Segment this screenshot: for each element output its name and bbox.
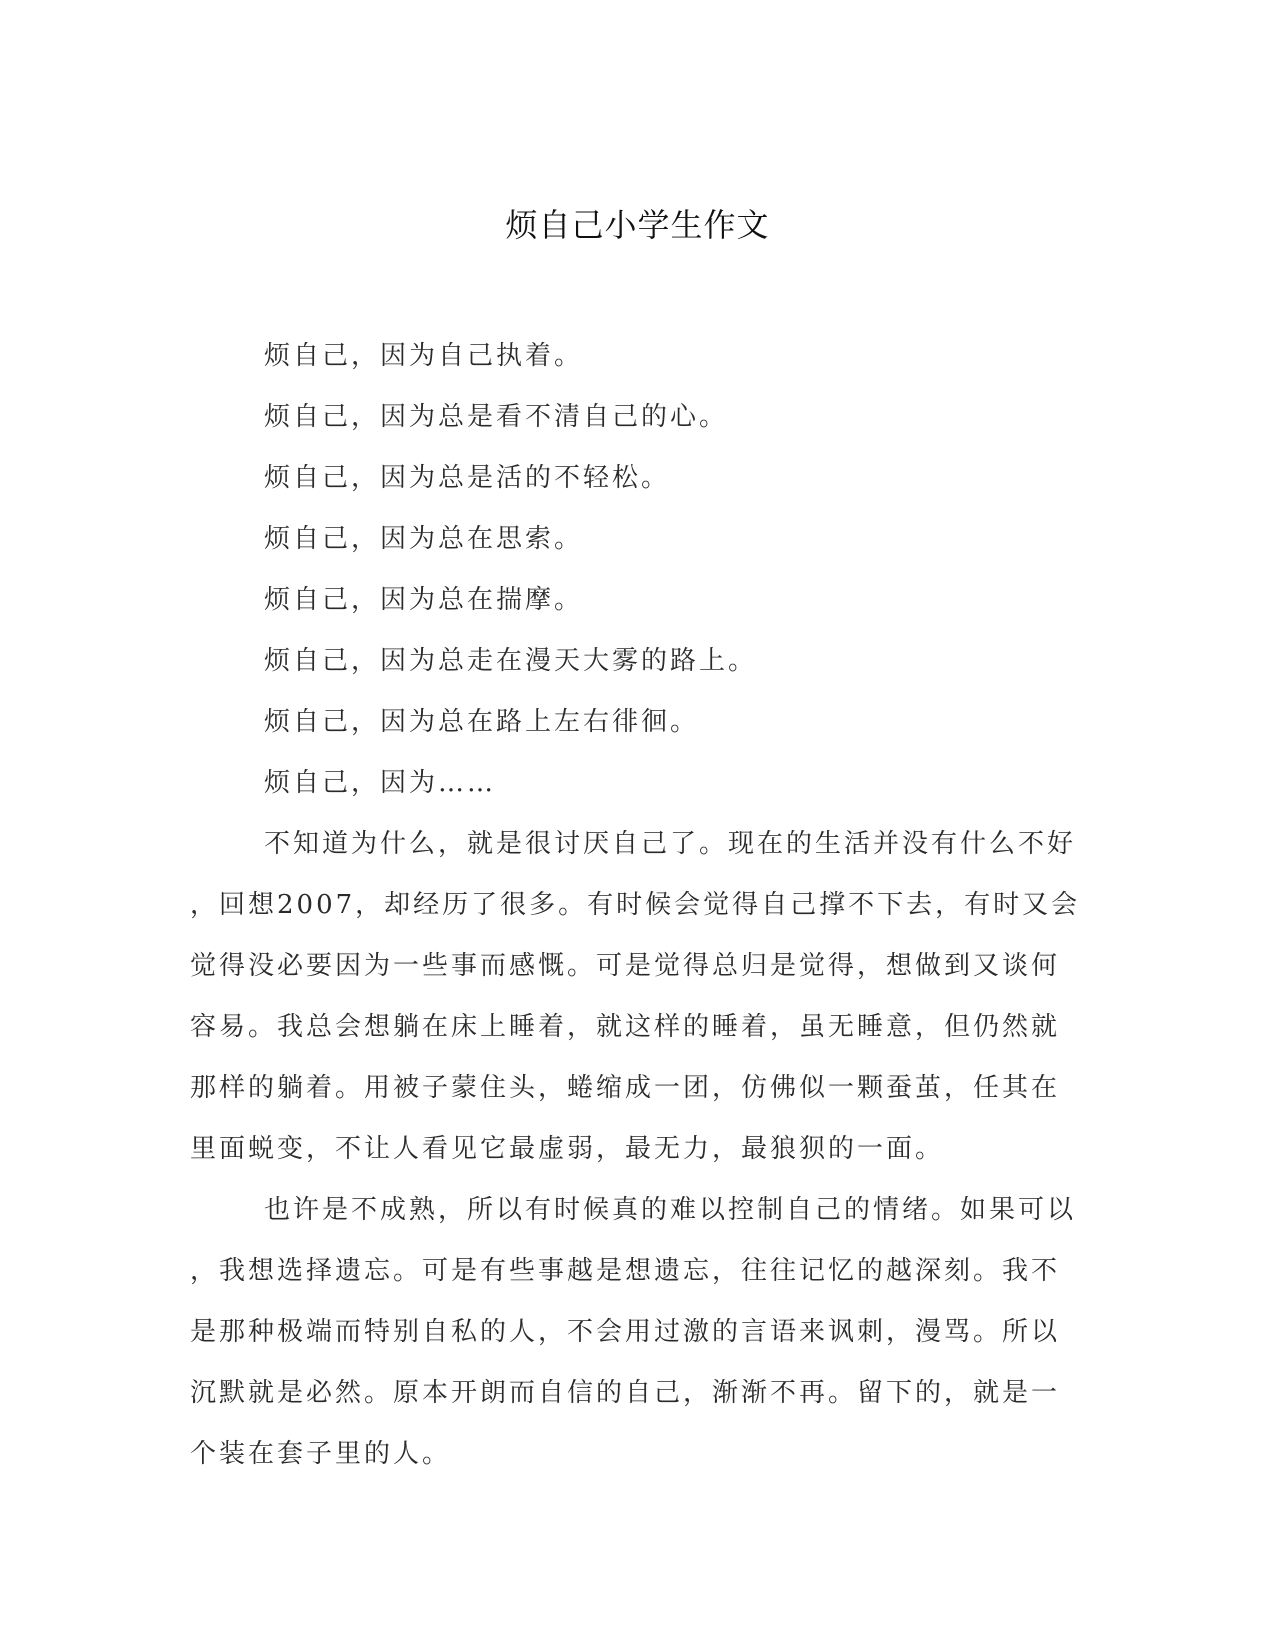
paragraph-line: 容易。我总会想躺在床上睡着，就这样的睡着，虽无睡意，但仍然就: [190, 1012, 1061, 1042]
short-line: 烦自己，因为总是活的不轻松。: [264, 463, 671, 493]
short-line: 烦自己，因为……: [264, 768, 497, 798]
paragraph-line: 觉得没必要因为一些事而感慨。可是觉得总归是觉得，想做到又谈何: [190, 951, 1061, 981]
paragraph-line: 那样的躺着。用被子蒙住头，蜷缩成一团，仿佛似一颗蚕茧，任其在: [190, 1073, 1061, 1103]
paragraph-line: 个装在套子里的人。: [190, 1439, 452, 1469]
paragraph-line: 也许是不成熟，所以有时候真的难以控制自己的情绪。如果可以: [264, 1195, 1077, 1225]
paragraph-line: 里面蜕变，不让人看见它最虚弱，最无力，最狼狈的一面。: [190, 1134, 945, 1164]
paragraph-line: ，回想2007，却经历了很多。有时候会觉得自己撑不下去，有时又会: [190, 890, 1081, 920]
short-line: 烦自己，因为总在思索。: [264, 524, 584, 554]
short-line: 烦自己，因为总走在漫天大雾的路上。: [264, 646, 758, 676]
paragraph-line: 是那种极端而特别自私的人，不会用过激的言语来讽刺，漫骂。所以: [190, 1317, 1061, 1347]
short-line: 烦自己，因为总在揣摩。: [264, 585, 584, 615]
paragraph-line: ，我想选择遗忘。可是有些事越是想遗忘，往往记忆的越深刻。我不: [190, 1256, 1061, 1286]
paragraph-line: 沉默就是必然。原本开朗而自信的自己，渐渐不再。留下的，就是一: [190, 1378, 1061, 1408]
document-title: 烦自己小学生作文: [505, 206, 770, 244]
paragraph-1: [190, 814, 1090, 1180]
document-body: [190, 326, 1090, 1485]
short-line: 烦自己，因为总在路上左右徘徊。: [264, 707, 700, 737]
short-line: 烦自己，因为自己执着。: [264, 341, 584, 371]
paragraph-2: [190, 1180, 1090, 1485]
short-line: 烦自己，因为总是看不清自己的心。: [264, 402, 729, 432]
paragraph-line: 不知道为什么，就是很讨厌自己了。现在的生活并没有什么不好: [264, 829, 1077, 859]
